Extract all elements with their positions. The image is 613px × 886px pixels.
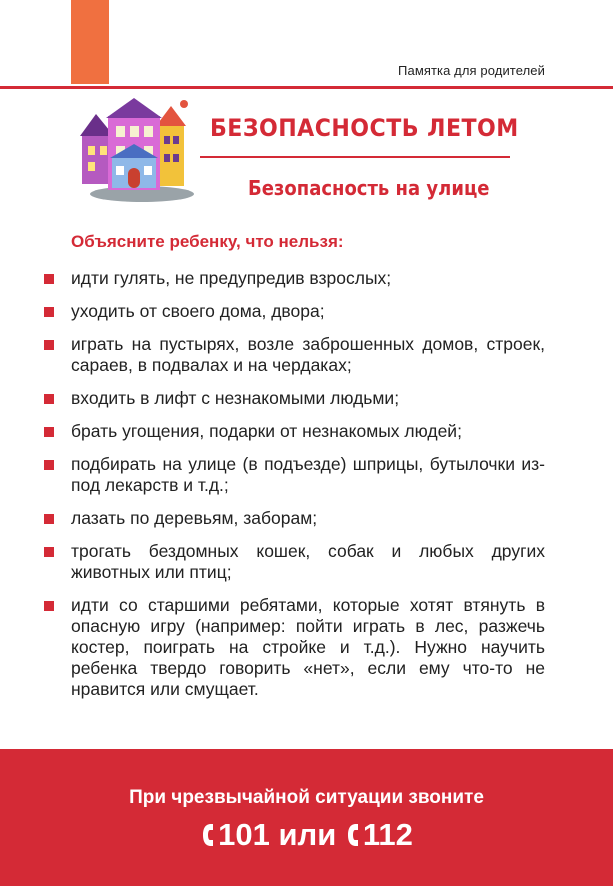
- page-title: БЕЗОПАСНОСТЬ ЛЕТОМ: [210, 114, 519, 142]
- square-bullet-icon: [44, 601, 54, 611]
- top-accent-bar: [71, 0, 109, 84]
- house-illustration: [76, 96, 200, 206]
- list-item: [41, 268, 545, 289]
- list-item-text: уходить от своего дома, двора;: [71, 301, 325, 321]
- list-item: [41, 595, 545, 700]
- square-bullet-icon: [44, 340, 54, 350]
- page-subtitle: Безопасность на улице: [248, 176, 490, 200]
- square-bullet-icon: [44, 307, 54, 317]
- list-item-text: трогать бездомных кошек, собак и любых других животных или птиц;: [71, 541, 545, 582]
- square-bullet-icon: [44, 394, 54, 404]
- square-bullet-icon: [44, 427, 54, 437]
- title-divider: [200, 156, 510, 158]
- list-item: [41, 388, 545, 409]
- list-item-text: брать угощения, подарки от незнакомых людей;: [71, 421, 462, 441]
- square-bullet-icon: [44, 460, 54, 470]
- list-item: [41, 421, 545, 442]
- square-bullet-icon: [44, 547, 54, 557]
- phone-separator: или: [269, 817, 345, 852]
- list-item: [41, 508, 545, 529]
- list-item-text: подбирать на улице (в подъезде) шприцы, бутылочки из-под лекарств и т.д.;: [71, 454, 545, 495]
- list-intro: Объясните ребенку, что нельзя:: [71, 232, 344, 251]
- list-item-text: играть на пустырях, возле заброшенных домов, строек, сараев, в подвалах и на чердаках;: [71, 334, 545, 375]
- list-item-text: лазать по деревьям, заборам;: [71, 508, 318, 528]
- header-divider: [0, 86, 613, 89]
- rules-list: [41, 256, 545, 700]
- list-item: [41, 454, 545, 496]
- emergency-phones: [0, 817, 613, 853]
- emergency-note: При чрезвычайной ситуации звоните: [129, 787, 484, 808]
- square-bullet-icon: [44, 274, 54, 284]
- header-label: Памятка для родителей: [398, 63, 545, 78]
- list-item: [41, 334, 545, 376]
- phone-handset-icon: [345, 822, 361, 848]
- list-item-text: идти со старшими ребятами, которые хотят втянуть в опасную игру (например: пойти играть в лес, разжечь костер, поиграть на стройке и т.д.). Нужно научить ребенка твердо говорить «нет», если ему что-то не нравится или смущает.: [71, 595, 545, 699]
- phone-handset-icon: [200, 822, 216, 848]
- list-item: [41, 541, 545, 583]
- list-item-text: входить в лифт с незнакомыми людьми;: [71, 388, 400, 408]
- list-item: [41, 301, 545, 322]
- phone-number-101[interactable]: 101: [218, 817, 270, 852]
- square-bullet-icon: [44, 514, 54, 524]
- phone-number-112[interactable]: 112: [362, 817, 413, 852]
- list-item-text: идти гулять, не предупредив взрослых;: [71, 268, 392, 288]
